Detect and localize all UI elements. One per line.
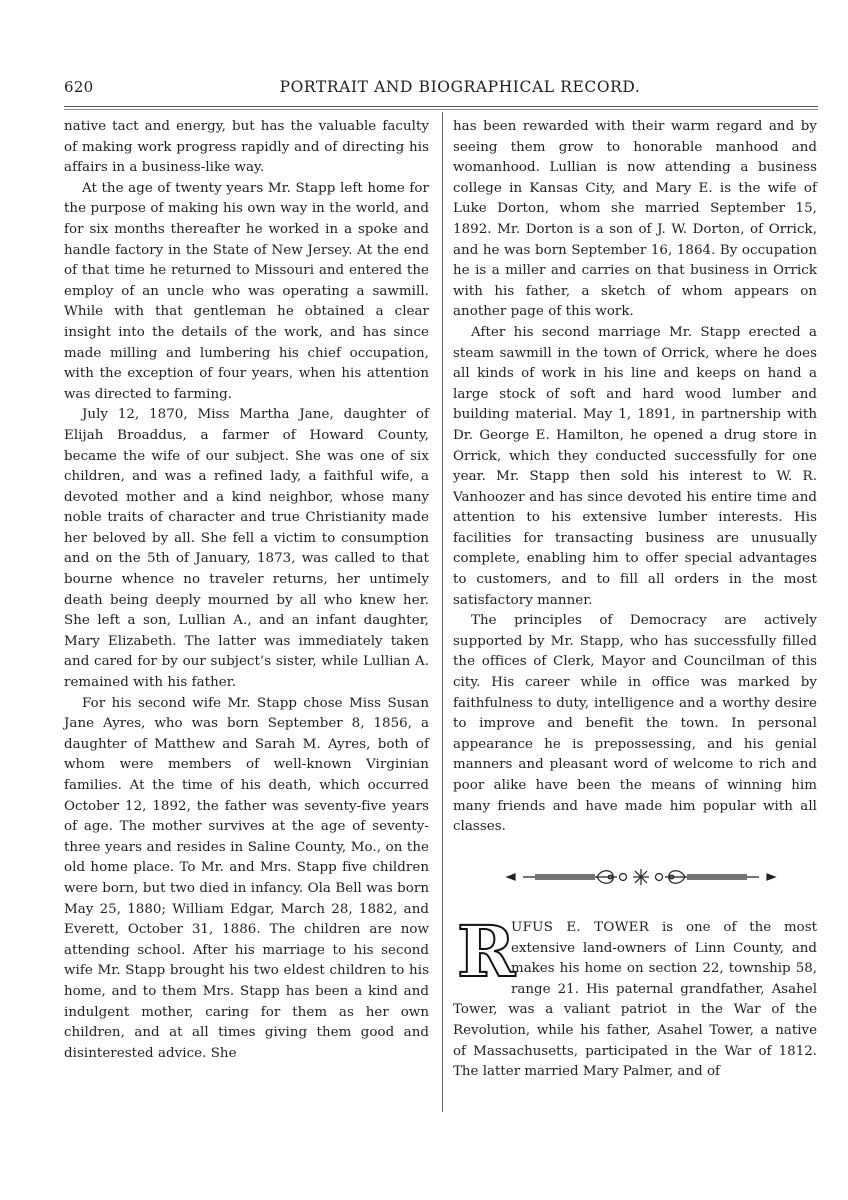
paragraph: July 12, 1870, Miss Martha Jane, daughter of Elijah Broaddus, a farmer of Howard County, became the wife of our subject. She was one of six children, and was a refined lady, a faithful wife, a devoted mother and a kind neighbor, whose many noble traits of character and true Christianity made her beloved by all. She fell a victim to consumption and on the 5th of January, 1873, was called to that bourne whence no traveler returns, her untimely death being deeply mourned by all who knew her. She left a son, Lullian A., and an infant daughter, Mary Elizabeth. The latter was immediately taken and cared for by our subject’s sister, while Lullian A. remained with his father. bbox=[64, 407, 429, 691]
header-rule-bottom bbox=[64, 109, 818, 110]
paragraph: native tact and energy, but has the valuable faculty of making work progress rapidly and of directing his affairs in a business-like way. bbox=[64, 119, 429, 176]
paragraph: has been rewarded with their warm regard and by seeing them grow to honorable manhood and womanhood. Lullian is now attending a business college in Kansas City, and Mary E. is the wife of Luke Dorton, whom she married September 15, 1892. Mr. Dorton is a son of J. W. Dorton, of Orrick, and he was born September 16, 1864. By occupation he is a miller and carries on that business in Orrick with his father, a sketch of whom appears on another page of this work. bbox=[453, 119, 817, 320]
page-header bbox=[64, 78, 816, 102]
biography-text: is one of the most extensive land-owners of Linn County, and makes his home on section 22, township 58, range 21. His paternal grandfather, Asahel Tower, was a valiant patriot in the War of the Revolution, while his father, Asahel Tower, a native of Massachusetts, participated in the War of 1812. The latter married Mary Palmer, and of bbox=[453, 920, 817, 1080]
paragraph: At the age of twenty years Mr. Stapp left home for the purpose of making his own way in the world, and for six months thereafter he worked in a spoke and handle factory in the State of New Jersey. At the end of that time he returned to Missouri and entered the employ of an uncle who was operating a sawmill. While with that gentleman he obtained a clear insight into the details of the work, and has since made milling and lumbering his chief occupation, with the exception of four years, when his attention was directed to farming. bbox=[64, 180, 429, 402]
header-rule-top bbox=[64, 106, 818, 107]
right-column bbox=[453, 117, 817, 838]
biography-rufus-tower bbox=[453, 910, 817, 1083]
running-title: PORTRAIT AND BIOGRAPHICAL RECORD. bbox=[279, 78, 641, 96]
page-number: 620 bbox=[64, 78, 94, 96]
column-divider bbox=[442, 112, 443, 1112]
drop-cap: R bbox=[457, 910, 516, 993]
left-column bbox=[64, 117, 429, 1064]
paragraph: For his second wife Mr. Stapp chose Miss Susan Jane Ayres, who was born September 8, 1856, a daughter of Matthew and Sarah M. Ayres, both of whom were members of well-known Virginian families. At the time of his death, which occurred October 12, 1892, the father was seventy-five years of age. The mother survives at the age of seventy-three years and resides in Saline County, Mo., on the old home place. To Mr. and Mrs. Stapp five children were born, but two died in infancy. Ola Bell was born May 25, 1880; William Edgar, March 28, 1882, and Everett, October 31, 1886. The children are now attending school. After his marriage to his second wife Mr. Stapp brought his two eldest children to his home, and to them Mrs. Stapp has been a kind and indulgent mother, caring for them as her own children, and at all times giving them good and disinterested advice. She bbox=[64, 695, 429, 1061]
biography-subject-name: UFUS E. TOWER bbox=[511, 920, 650, 935]
paragraph: After his second marriage Mr. Stapp erected a steam sawmill in the town of Orrick, where he does all kinds of work in his line and keeps on hand a large stock of soft and hard wood lumber and building material. May 1, 1891, in partnership with Dr. George E. Hamilton, he opened a drug store in Orrick, which they conducted successfully for one year. Mr. Stapp then sold his interest to W. R. Vanhoozer and has since devoted his entire time and attention to his extensive lumber interests. His facilities for transacting business are unusually complete, enabling him to offer special advantages to customers, and to fill all orders in the most satisfactory manner. bbox=[453, 324, 817, 608]
decorative-scroll-divider-icon bbox=[505, 866, 777, 888]
paragraph: The principles of Democracy are actively supported by Mr. Stapp, who has successfully filled the offices of Clerk, Mayor and Councilman of this city. His career while in office was marked by faithfulness to duty, intelligence and a worthy desire to improve and benefit the town. In personal appearance he is prepossessing, and his genial manners and pleasant word of welcome to rich and poor alike have been the means of winning him many friends and have made him popular with all classes. bbox=[453, 613, 817, 835]
